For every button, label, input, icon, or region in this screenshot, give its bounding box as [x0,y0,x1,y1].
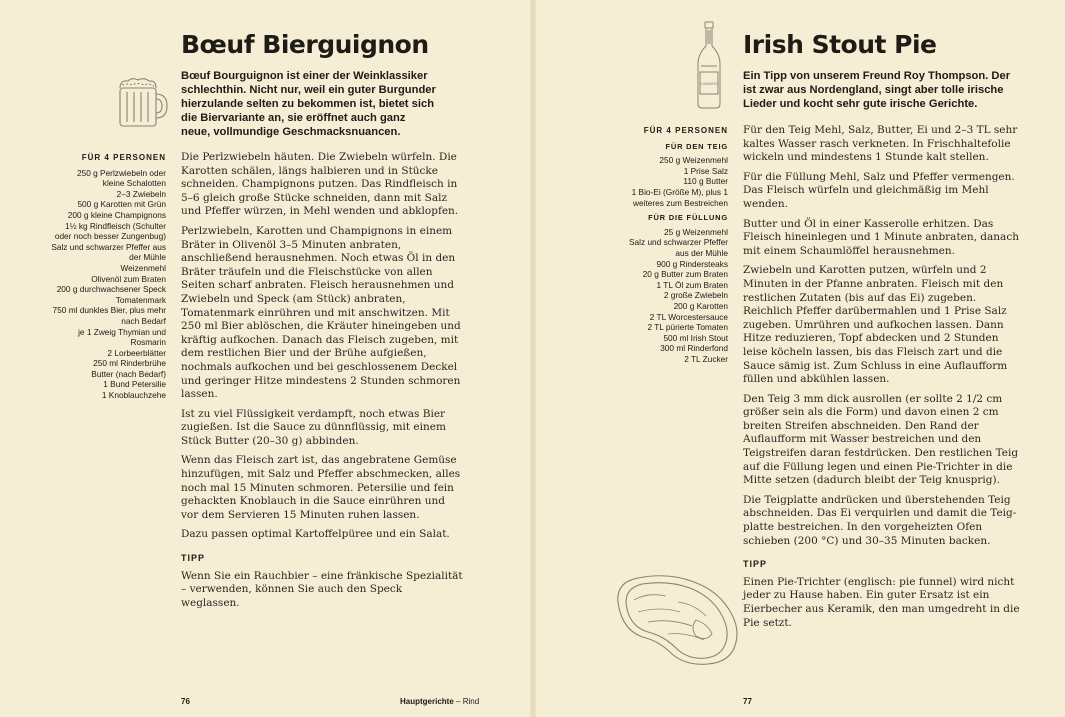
ingredient-line: Tomatenmark [115,294,166,305]
ingredient-line: 2 große Zwiebeln [663,290,728,301]
ingredient-line: 1½ kg Rindfleisch (Schulter [65,220,166,231]
ingredient-line: Butter (nach Bedarf) [91,368,166,379]
ingredient-line: je 1 Zweig Thymian und [78,326,166,337]
ingredient-line: 1 Bio-Ei (Größe M), plus 1 [631,186,728,197]
instruction-paragraph: Wenn das Fleisch zart ist, das angebratene Gemüse hinzufügen, mit Salz und Pfeffer abschmecken, alles noch mal 15 Minuten schmoren. Petersilie und fein gehackten Knoblauch in die Sauce einrühren und vor dem Servieren 15 Minuten ruhen lassen. [181,454,461,521]
ingredient-line: 500 g Karotten mit Grün [77,199,166,210]
ingredient-line: 1 TL Öl zum Braten [656,279,728,290]
bottle-label: GUINNESS [699,82,719,86]
ingredient-line: kleine Schalotten [102,178,166,189]
instruction-paragraph: Perlzwiebeln, Karotten und Champignons in einem Bräter in Olivenöl 3–5 Minuten anbraten, anschließend herausnehmen. Noch etwas Öl in den Bräter träufeln und die Fleischstücke von allen Seiten scharf anbraten. Fleisch herausnehmen und Zwiebeln und Speck (am Stück) anbraten, Tomatenmark einrühren und mit anschwitzen. Mit 250 ml Bier ablöschen, die Kräuter hineingeben und kräftig aufkochen. Danach das Fleisch zugeben, mit dem restlichen Bier und der Brühe aufgießen, nochmals aufkochen und bei geschlossenem Deckel und geringer Hitze mindestens 2 Stunden schmoren lassen. [181,224,461,401]
instruction-paragraph: Dazu passen optimal Kartoffelpüree und ein Salat. [181,528,450,541]
ingredient-line: nach Bedarf [121,315,166,326]
ingredient-line: der Mühle [129,252,166,263]
left-page-number [181,697,190,706]
footer-section: Hauptgerichte [400,697,454,706]
page-gutter [530,0,536,717]
ingredient-line: Salz und schwarzer Pfeffer [629,237,728,248]
ingredient-line: 200 g durchwachsener Speck [56,284,166,295]
right-ingredients-header: FÜR 4 PERSONEN [643,126,728,135]
instruction-paragraph: Die Teigplatte andrücken und überstehenden Teig abschneiden. Das Ei verquirlen und damit die Teigplatte bestreichen. In den vorgeheizten Ofen schieben (200 °C) und 30–35 Minuten backen. [743,493,1017,547]
ingredient-line: 25 g Weizenmehl [664,226,728,237]
ingredient-line: 200 g Karotten [673,300,728,311]
ingredient-line: Salz und schwarzer Pfeffer aus [51,241,166,252]
instruction-paragraph: Die Perlzwiebeln häuten. Die Zwiebeln würfeln. Die Karotten schälen, längs halbieren und in Stücke schneiden. Champignons putzen. Das Rindfleisch in 5–6 gleich große Stücke schneiden, dann mit Salz und Pfeffer würzen, in Mehl wenden und abklopfen. [181,151,459,218]
running-footer [400,697,479,706]
ingredient-line: 2–3 Zwiebeln [116,188,166,199]
ingredient-line: 300 ml Rinderfond [660,343,728,354]
ingredient-line: weiteres zum Bestreichen [633,197,728,208]
ingredient-line: 750 ml dunkles Bier, plus mehr [52,305,166,316]
ingredient-line: 2 TL Worcestersauce [649,311,728,322]
left-recipe-title: Bœuf Bierguignon [181,30,429,59]
page-number: 77 [743,697,752,706]
ingredient-line: oder noch besser Zungenbug) [54,231,166,242]
ingredient-line: 500 ml Irish Stout [663,332,728,343]
ingredient-line: 110 g Butter [683,176,728,187]
instruction-paragraph: Für die Füllung Mehl, Salz und Pfeffer vermengen. Das Fleisch würfeln und gleichmäßig im Mehl wenden. [743,170,1015,210]
ingredient-line: 2 Lorbeerblätter [107,347,166,358]
right-ingredients-list [600,126,728,364]
instruction-paragraph: Butter und Öl in einer Kasserolle erhitzen. Das Fleisch hineinlegen und 1 Minute anbraten, danach mit einem Schaumlöffel herausnehmen. [743,217,1019,257]
right-page-number [743,697,752,706]
ingredient-line: 1 Prise Salz [683,165,728,176]
ingredient-line: 250 ml Rinderbrühe [93,358,166,369]
left-ingredients-header: FÜR 4 PERSONEN [81,153,166,162]
instruction-paragraph: Für den Teig Mehl, Salz, Butter, Ei und 2–3 TL sehr kaltes Wasser rasch verkneten. In Frischhaltefolie wickeln und mindestens 1 Stunde kalt stellen. [743,124,1018,164]
ingredient-line: aus der Mühle [675,247,728,258]
ingredient-line: 900 g Rindersteaks [656,258,728,269]
left-tipp-label: TIPP [181,553,206,564]
ingredient-line: 2 TL Zucker [684,353,728,364]
ingredient-line: 250 g Perlzwiebeln oder [76,167,166,178]
ingredient-line: 1 Bund Petersilie [103,379,166,390]
right-tipp-label: TIPP [743,559,768,570]
ingredient-line: Weizenmehl [120,262,166,273]
left-recipe-intro: Bœuf Bourguignon ist einer der Weinklassiker schlechthin. Nicht nur, weil ein guter Burgunder hierzulande selten zu bekommen ist, bietet sich die Biervariante an, sie eröffnet auch ganz neue, vollmundige Geschmacksnuancen. [181,70,436,138]
beer-mug-icon [114,76,170,130]
page-number: 76 [181,697,190,706]
ingredient-line: 200 g kleine Champignons [67,209,166,220]
right-tipp-text: Einen Pie-Trichter (englisch: pie funnel) wird nicht jeder zu Hause haben. Ein guter Ersatz ist ein Eierbecher aus Keramik, den man umgedreht in die Pie setzt. [743,575,1020,629]
steak-icon [608,572,742,670]
right-recipe-intro: Ein Tipp von unserem Freund Roy Thompson. Der ist zwar aus Nordengland, singt aber tolle irische Lieder und kocht sehr gute irische Gerichte. [743,70,1011,110]
right-recipe-title: Irish Stout Pie [743,30,937,59]
ingredient-line: 1 Knoblauchzehe [101,390,166,401]
dough-header: FÜR DEN TEIG [665,141,728,151]
left-tipp-text: Wenn Sie ein Rauchbier – eine fränkische Spezialität – verwenden, können Sie auch den Speck weglassen. [181,569,463,609]
ingredient-line: Olivenöl zum Braten [91,273,166,284]
left-instructions [181,151,464,616]
beer-bottle-icon [694,20,724,110]
footer-separator: – [453,697,463,706]
ingredient-line: 20 g Butter zum Braten [642,269,728,280]
instruction-paragraph: Zwiebeln und Karotten putzen, würfeln und 2 Minuten in der Pfanne anbraten. Fleisch mit den restlichen Zutaten (bis auf das Ei) zugeben. Reichlich Pfeffer darübermahlen und 1 Prise Salz zugeben. Umrühren und aufkochen lassen. Dann Hitze reduzieren, Topf abdecken und 2 Stunden leise köcheln lassen, bis das Fleisch zart und die Sauce sämig ist. Zum Schluss in eine Auflaufform füllen und abkühlen lassen. [743,264,1008,386]
filling-header: FÜR DIE FÜLLUNG [648,213,728,223]
ingredient-line: 2 TL pürierte Tomaten [647,322,728,333]
ingredient-line: Rosmarin [130,337,166,348]
instruction-paragraph: Ist zu viel Flüssigkeit verdampft, noch etwas Bier zugießen. Ist die Sauce zu dünnflüssig, mit einem Stück Butter (20–30 g) abbinden. [181,407,446,447]
left-ingredients-list [40,153,166,401]
instruction-paragraph: Den Teig 3 mm dick ausrollen (er sollte 2 1/2 cm größer sein als die Form) und davon einen 2 cm breiten Streifen abschneiden. Den Rand der Auflaufform mit Wasser bestreichen und den Teigstreifen daran festdrücken. Den restlichen Teig auf die Füllung legen und einen Pie-Trichter in die Mitte setzen (dadurch bleibt der Teig knusprig). [743,392,1019,487]
ingredient-line: 250 g Weizenmehl [659,155,728,166]
right-instructions [743,124,1023,636]
footer-subsection: Rind [462,697,480,706]
